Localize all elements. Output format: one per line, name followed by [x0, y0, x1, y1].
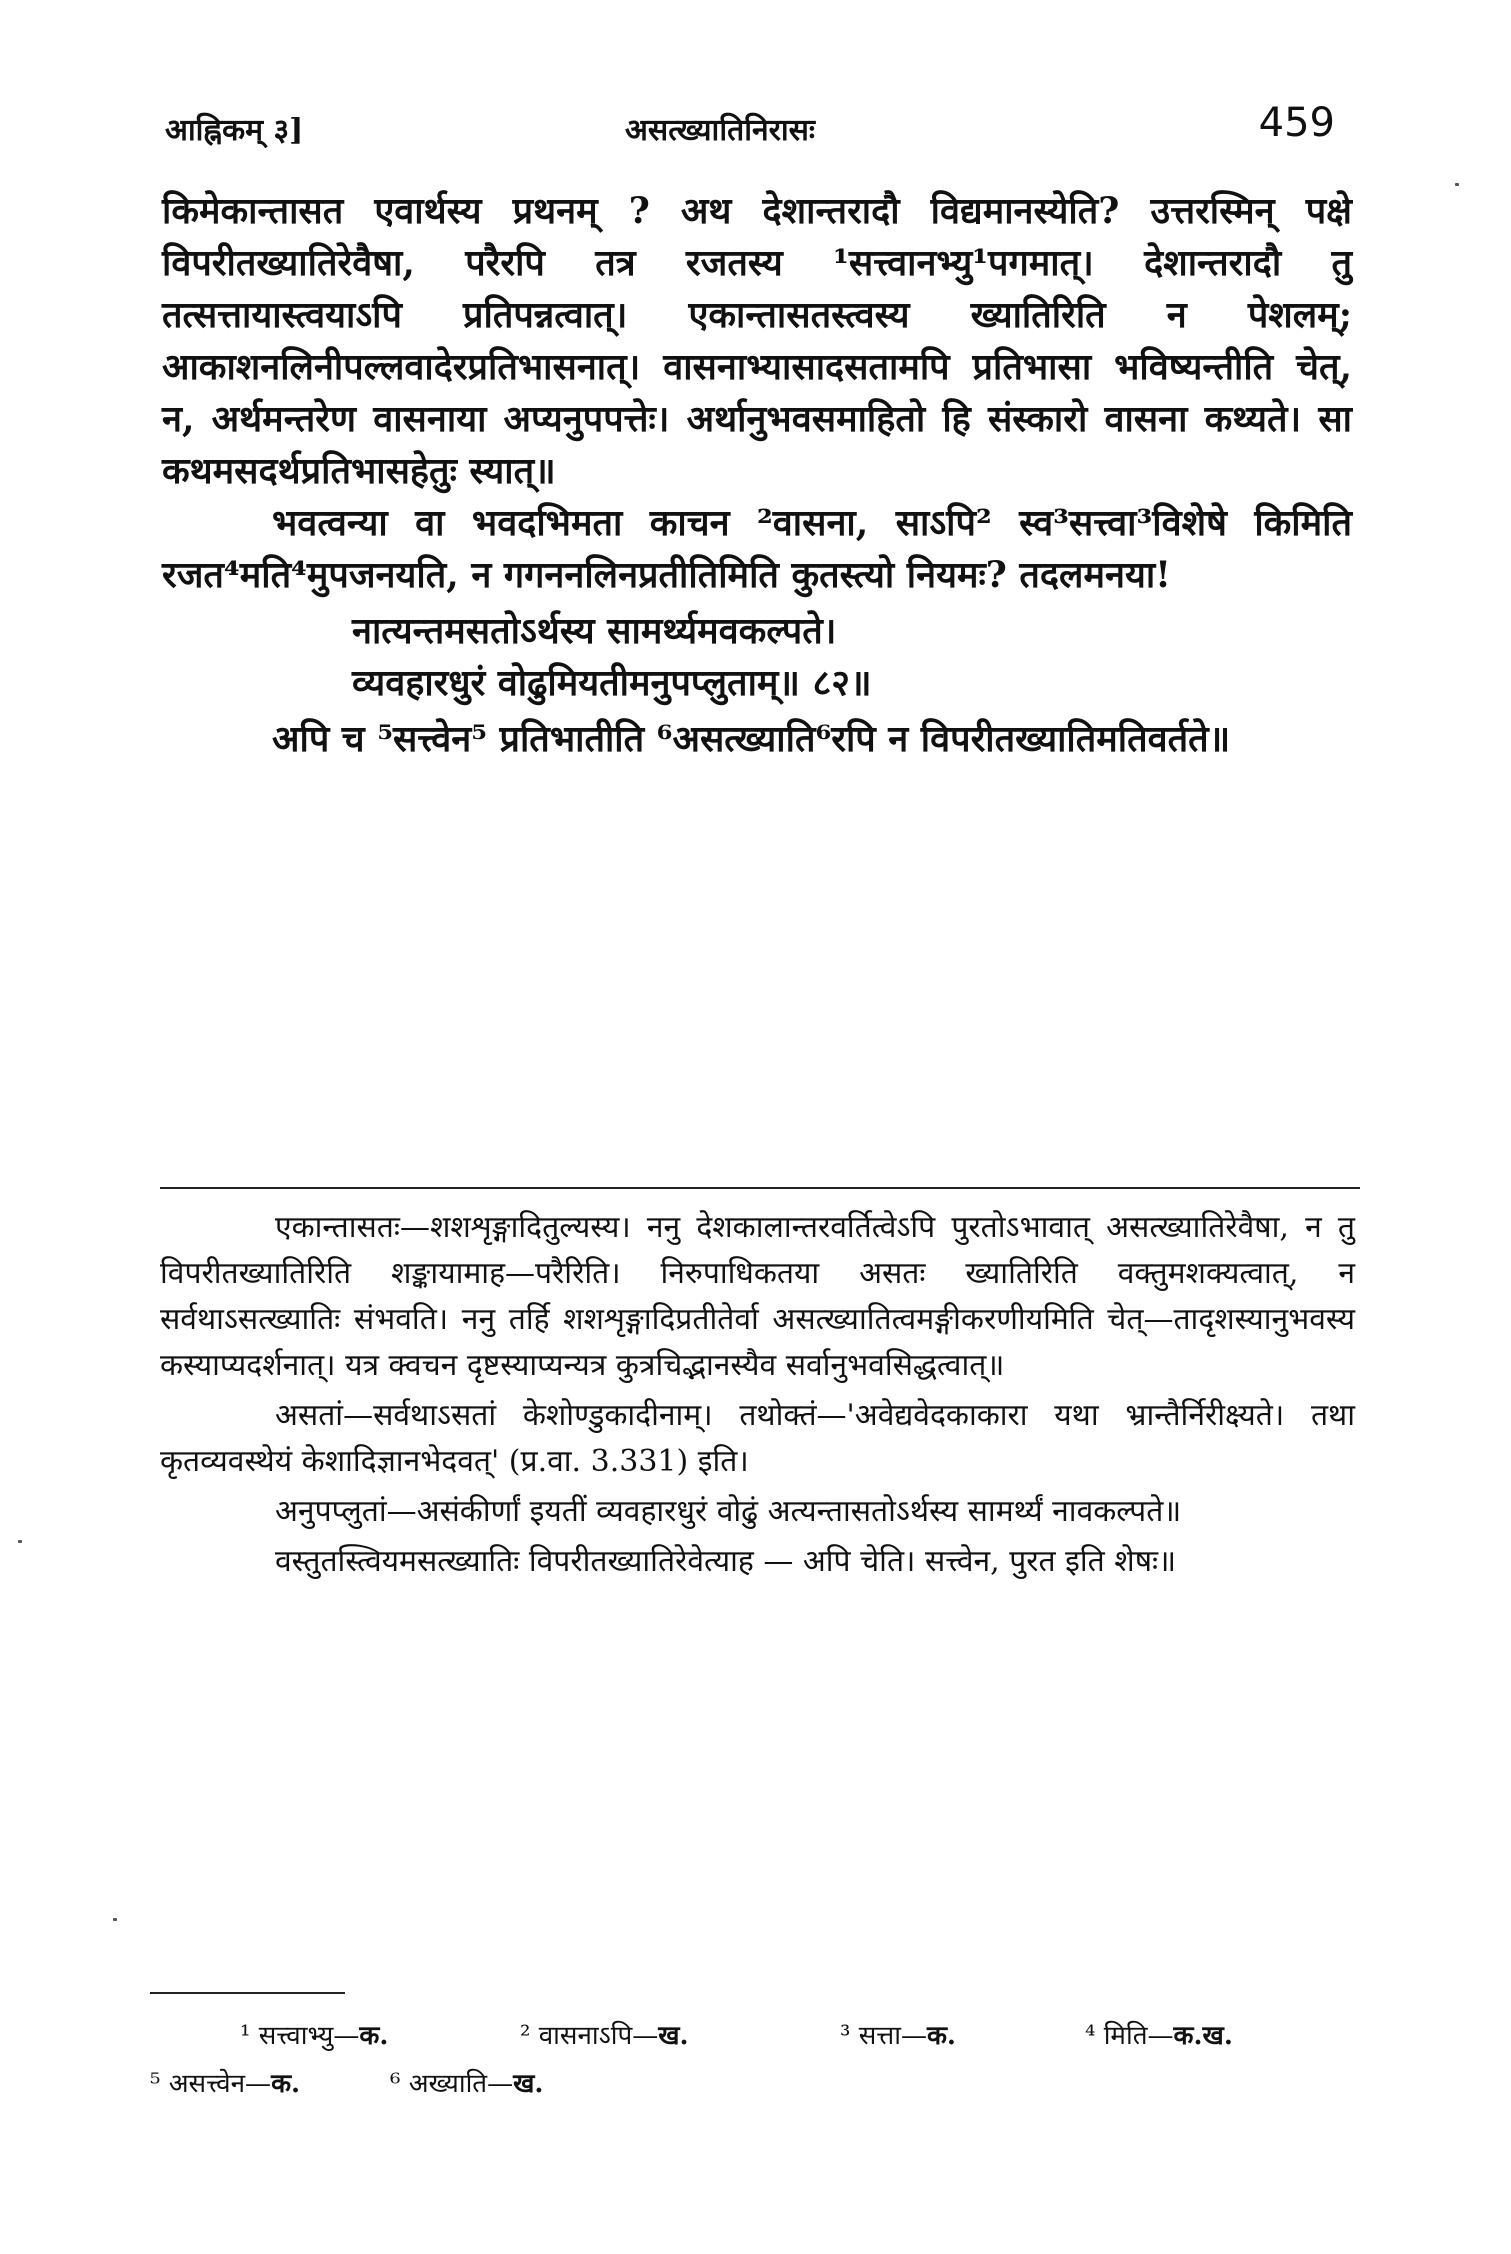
- running-head: [165, 100, 1335, 160]
- footnote-6: [390, 2060, 543, 2108]
- footnote-5-source: क.: [271, 2069, 301, 2099]
- footnote-6-source: ख.: [513, 2069, 544, 2099]
- footnote-4-source: क.ख.: [1173, 2021, 1233, 2051]
- verse-line-2: व्यवहारधुरं वोढुमियतीमनुपप्लुताम्॥ ८२॥: [352, 662, 872, 704]
- scan-speck: [1455, 183, 1459, 186]
- commentary: [160, 1205, 1355, 1589]
- main-text: [162, 185, 1352, 765]
- footnote-3-source: क.: [926, 2021, 956, 2051]
- footnote-4-text: ⁴ मिति—: [1085, 2021, 1174, 2051]
- footnote-5-text: ⁵ असत्त्वेन—: [150, 2069, 272, 2099]
- footnote-5: [150, 2060, 300, 2108]
- main-paragraph-2: भवत्वन्या वा भवदभिमता काचन ²वासना, साऽपि² स्व³सत्त्वा³विशेषे किमिति रजत⁴मति⁴मुपजनयति, न गगननलिनप्रतीतिमिति कुतस्त्यो नियमः? तदलमनया!: [162, 502, 1352, 596]
- footnote-row-1: [150, 2012, 1350, 2060]
- footnote-2-text: ² वासनाऽपि—: [520, 2021, 659, 2051]
- footnote-6-text: ⁶ अख्याति—: [390, 2069, 514, 2099]
- footnote-row-2: [150, 2060, 1350, 2108]
- footnote-2: [520, 2012, 689, 2060]
- commentary-divider: [160, 1187, 1360, 1189]
- footnote-1: [240, 2012, 388, 2060]
- commentary-paragraph-1: एकान्तासतः—शशशृङ्गादितुल्यस्य। ननु देशकालान्तरवर्तित्वेऽपि पुरतोऽभावात् असत्ख्यातिरेवैषा, न तु विपरीतख्यातिरिति शङ्कायामाह—परैरिति। निरुपाधिकतया असतः ख्यातिरिति वक्तुमशक्यत्वात्, न सर्वथाऽसत्ख्यातिः संभवति। ननु तर्हि शशशृङ्गादिप्रतीतेर्वा असत्ख्यातित्वमङ्गीकरणीयमिति चेत्—तादृशस्यानुभवस्य कस्याप्यदर्शनात्। यत्र क्वचन दृष्टस्याप्यन्यत्र कुत्रचिद्भानस्यैव सर्वानुभवसिद्धत्वात्॥: [160, 1210, 1355, 1383]
- scan-speck: [18, 1540, 22, 1543]
- commentary-paragraph-2: असतां—सर्वथाऽसतां केशोण्डुकादीनाम्। तथोक्तं—'अवेद्यवेदकाकारा यथा भ्रान्तैर्निरीक्ष्यते। तथा कृतव्यवस्थेयं केशादिज्ञानभेदवत्' (प्र.वा. 3.331) इति।: [160, 1398, 1355, 1479]
- footnote-1-text: ¹ सत्त्वाभ्यु—: [240, 2021, 360, 2051]
- commentary-paragraph-3: अनुपप्लुतां—असंकीर्णां इयतीं व्यवहारधुरं वोढुं अत्यन्तासतोऽर्थस्य सामर्थ्यं नावकल्पते॥: [275, 1494, 1182, 1529]
- main-paragraph-1: किमेकान्तासत एवार्थस्य प्रथनम् ? अथ देशान्तरादौ विद्यमानस्येति? उत्तरस्मिन् पक्षे विपरीतख्यातिरेवैषा, परैरपि तत्र रजतस्य ¹सत्त्वानभ्यु¹पगमात्। देशान्तरादौ तु तत्सत्तायास्त्वयाऽपि प्रतिपन्नत्वात्। एकान्तासतस्त्वस्य ख्यातिरिति न पेशलम्; आकाशनलिनीपल्लवादेरप्रतिभासनात्। वासनाभ्यासादसतामपि प्रतिभासा भविष्यन्तीति चेत्, न, अर्थमन्तरेण वासनाया अप्यनुपपत्तेः। अर्थानुभवसमाहितो हि संस्कारो वासना कथ्यते। सा कथमसदर्थप्रतिभासहेतुः स्यात्॥: [162, 190, 1352, 492]
- verse-line-1: नात्यन्तमसतोऽर्थस्य सामर्थ्यमवकल्पते।: [352, 610, 837, 652]
- running-head-title: असत्ख्यातिनिरासः: [625, 113, 815, 148]
- main-paragraph-3: अपि च ⁵सत्त्वेन⁵ प्रतिभातीति ⁶असत्ख्याति⁶रपि न विपरीतख्यातिमतिवर्तते॥: [272, 718, 1231, 760]
- verse-block: [352, 605, 1352, 709]
- scan-speck: [113, 1918, 117, 1921]
- page-number: 459: [1258, 100, 1335, 146]
- footnote-3: [840, 2012, 956, 2060]
- commentary-paragraph-4: वस्तुतस्त्वियमसत्ख्यातिः विपरीतख्यातिरेवेत्याह — अपि चेति। सत्त्वेन, पुरत इति शेषः॥: [275, 1544, 1177, 1579]
- footnote-1-source: क.: [359, 2021, 389, 2051]
- footnote-2-source: ख.: [658, 2021, 689, 2051]
- footnote-rule: [150, 1992, 345, 1994]
- footnotes: [150, 2012, 1350, 2108]
- footnote-3-text: ³ सत्ता—: [840, 2021, 927, 2051]
- footnote-4: [1085, 2012, 1233, 2060]
- running-head-section: आह्निकम् ३]: [165, 113, 304, 148]
